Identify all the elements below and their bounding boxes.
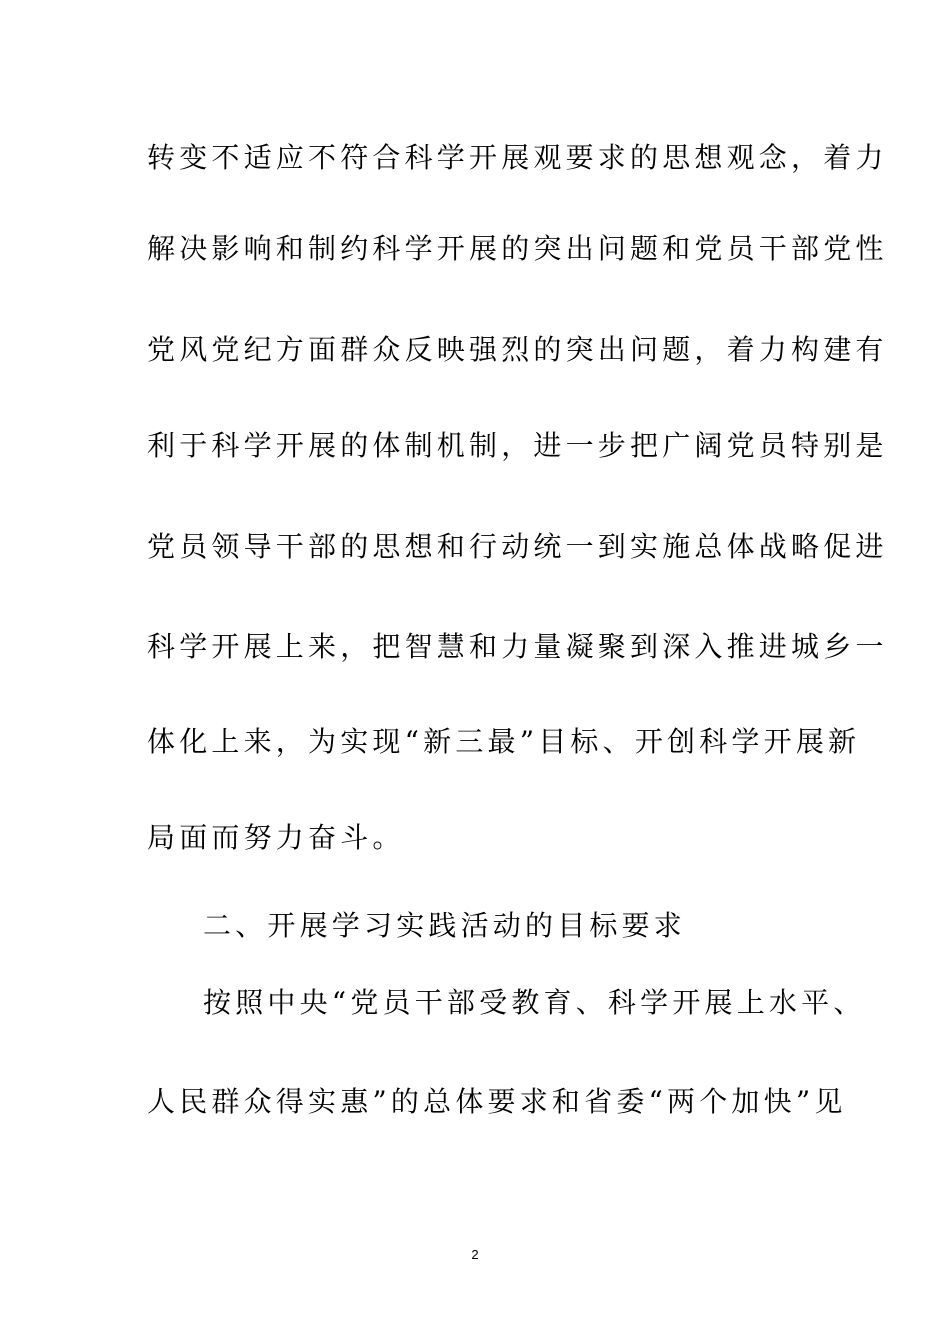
body-text-line: 解决影响和制约科学开展的突出问题和党员干部党性 — [147, 232, 888, 265]
body-text-line: 党员领导干部的思想和行动统一到实施总体战略促进 — [147, 530, 888, 563]
body-text-line: 转变不适应不符合科学开展观要求的思想观念，着力 — [147, 141, 888, 174]
body-text-line: 党风党纪方面群众反映强烈的突出问题，着力构建有 — [147, 333, 888, 366]
body-text-line: 局面而努力奋斗。 — [147, 821, 405, 854]
body-text-line: 科学开展上来，把智慧和力量凝聚到深入推进城乡一 — [147, 630, 888, 663]
section-heading: 二、开展学习实践活动的目标要求 — [203, 909, 687, 942]
body-text-line: 体化上来，为实现“新三最”目标、开创科学开展新 — [147, 725, 861, 758]
page-number: 2 — [471, 1247, 479, 1262]
paragraph-first-line: 按照中央“党员干部受教育、科学开展上水平、 — [203, 986, 866, 1019]
body-text-line: 利于科学开展的体制机制，进一步把广阔党员特别是 — [147, 429, 888, 462]
body-text-line: 人民群众得实惠”的总体要求和省委“两个加快”见 — [147, 1085, 847, 1118]
